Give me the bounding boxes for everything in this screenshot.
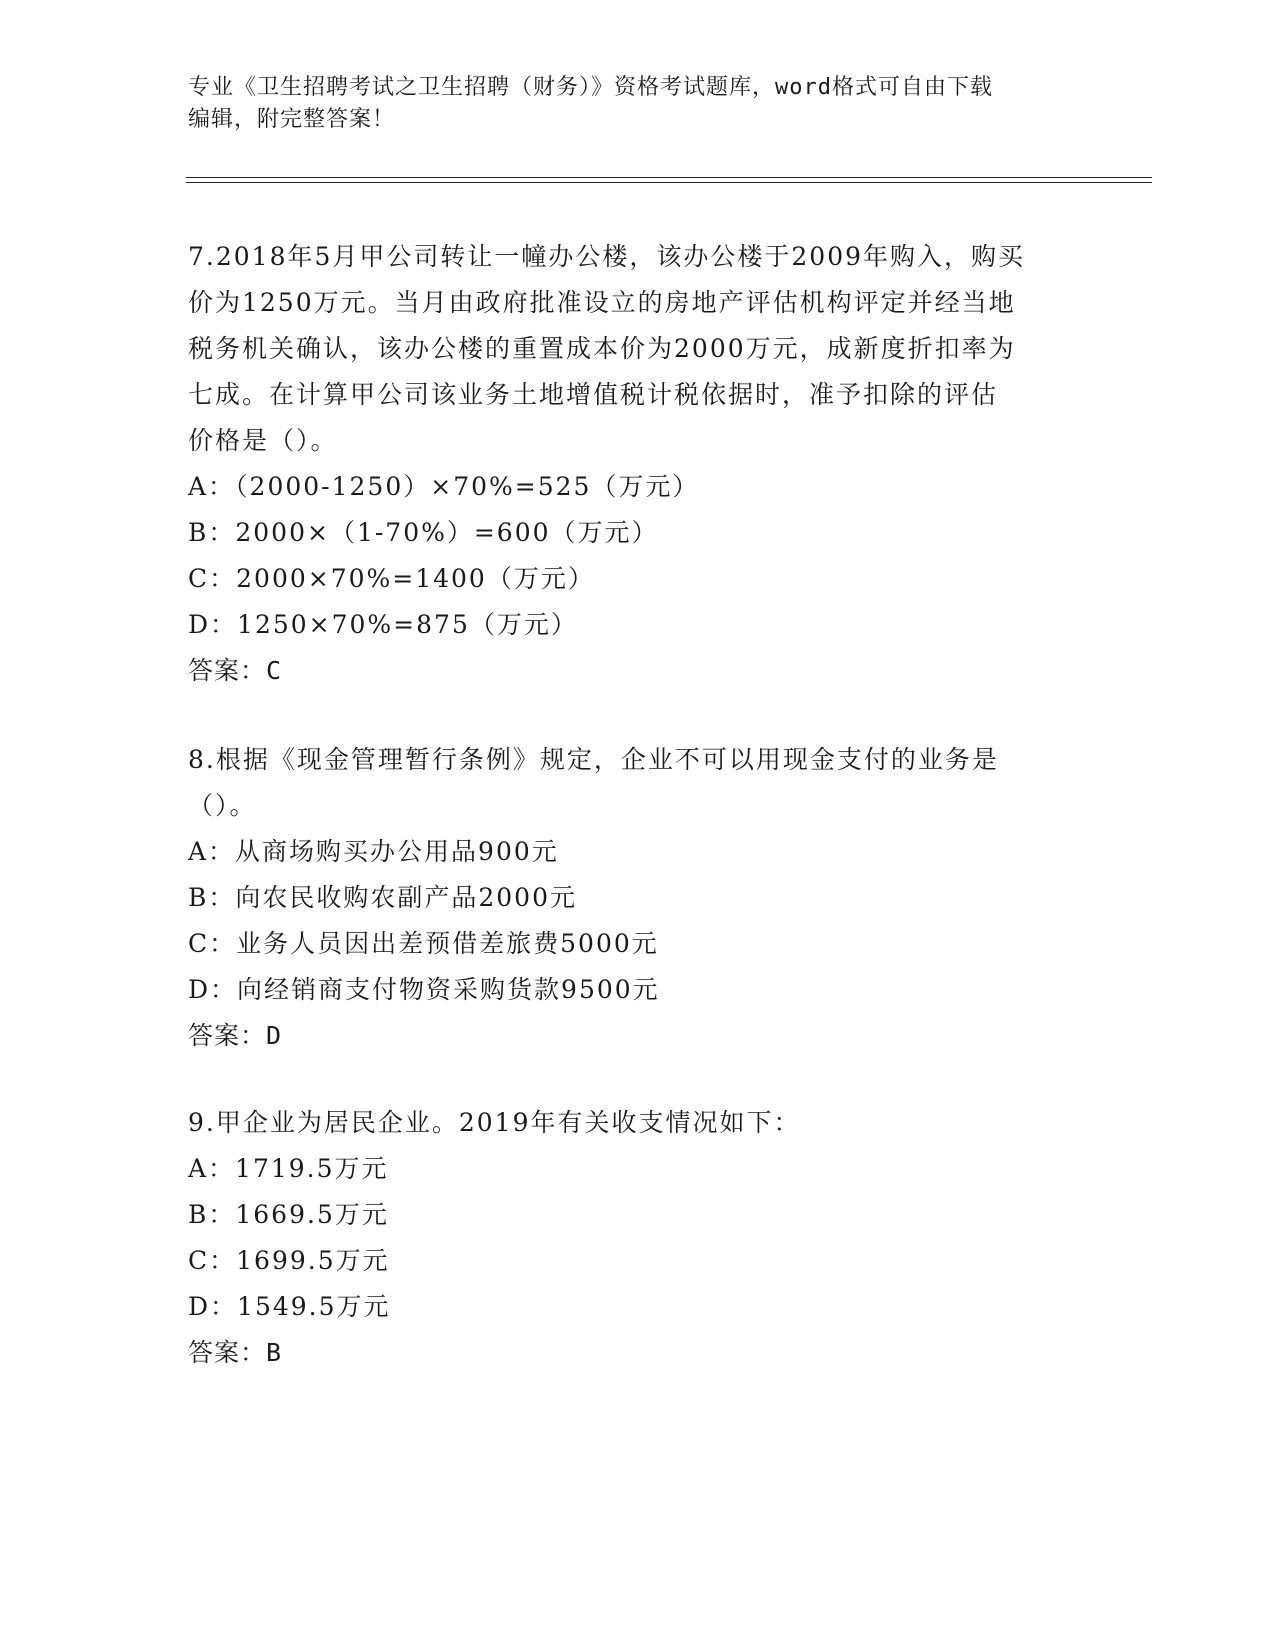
header-divider-bottom: [186, 182, 1152, 183]
question-stem: [188, 234, 1078, 464]
question-9: [188, 1100, 1078, 1376]
header-line-1: 专业《卫生招聘考试之卫生招聘（财务）》资格考试题库，word格式可自由下载: [188, 75, 993, 100]
answer-line: 答案：B: [188, 1338, 283, 1367]
stem-line: 税务机关确认，该办公楼的重置成本价为2000万元，成新度折扣率为: [188, 334, 1016, 363]
stem-line: 价为1250万元。当月由政府批准设立的房地产评估机构评定并经当地: [188, 288, 1016, 317]
option-a: A：1719.5万元: [188, 1154, 389, 1183]
document-header: [188, 72, 1108, 136]
header-line-2: 编辑，附完整答案！: [188, 107, 396, 132]
question-stem: [188, 1100, 1078, 1146]
question-7: [188, 234, 1078, 694]
header-divider-top: [186, 177, 1152, 178]
stem-line: 8.根据《现金管理暂行条例》规定，企业不可以用现金支付的业务是: [188, 745, 999, 774]
option-c: C：2000×70%=1400（万元）: [188, 564, 595, 593]
option-c: C：业务人员因出差预借差旅费5000元: [188, 929, 659, 958]
stem-line: （）。: [188, 791, 257, 820]
option-d: D：向经销商支付物资采购货款9500元: [188, 975, 660, 1004]
option-d: D：1250×70%=875（万元）: [188, 610, 578, 639]
stem-line: 7.2018年5月甲公司转让一幢办公楼，该办公楼于2009年购入，购买: [188, 242, 1026, 271]
answer-line: 答案：C: [188, 656, 283, 685]
option-a: A：从商场购买办公用品900元: [188, 837, 559, 866]
option-a: A：（2000-1250）×70%=525（万元）: [188, 472, 700, 501]
stem-line: 9.甲企业为居民企业。2019年有关收支情况如下：: [188, 1108, 801, 1137]
stem-line: 七成。在计算甲公司该业务土地增值税计税依据时，准予扣除的评估: [188, 380, 999, 409]
option-c: C：1699.5万元: [188, 1246, 390, 1275]
question-8: [188, 737, 1078, 1059]
option-d: D：1549.5万元: [188, 1292, 391, 1321]
answer-line: 答案：D: [188, 1021, 283, 1050]
stem-line: 价格是（）。: [188, 426, 338, 455]
option-b: B：向农民收购农副产品2000元: [188, 883, 577, 912]
option-b: B：1669.5万元: [188, 1200, 389, 1229]
option-b: B：2000×（1-70%）=600（万元）: [188, 518, 659, 547]
question-stem: [188, 737, 1078, 829]
